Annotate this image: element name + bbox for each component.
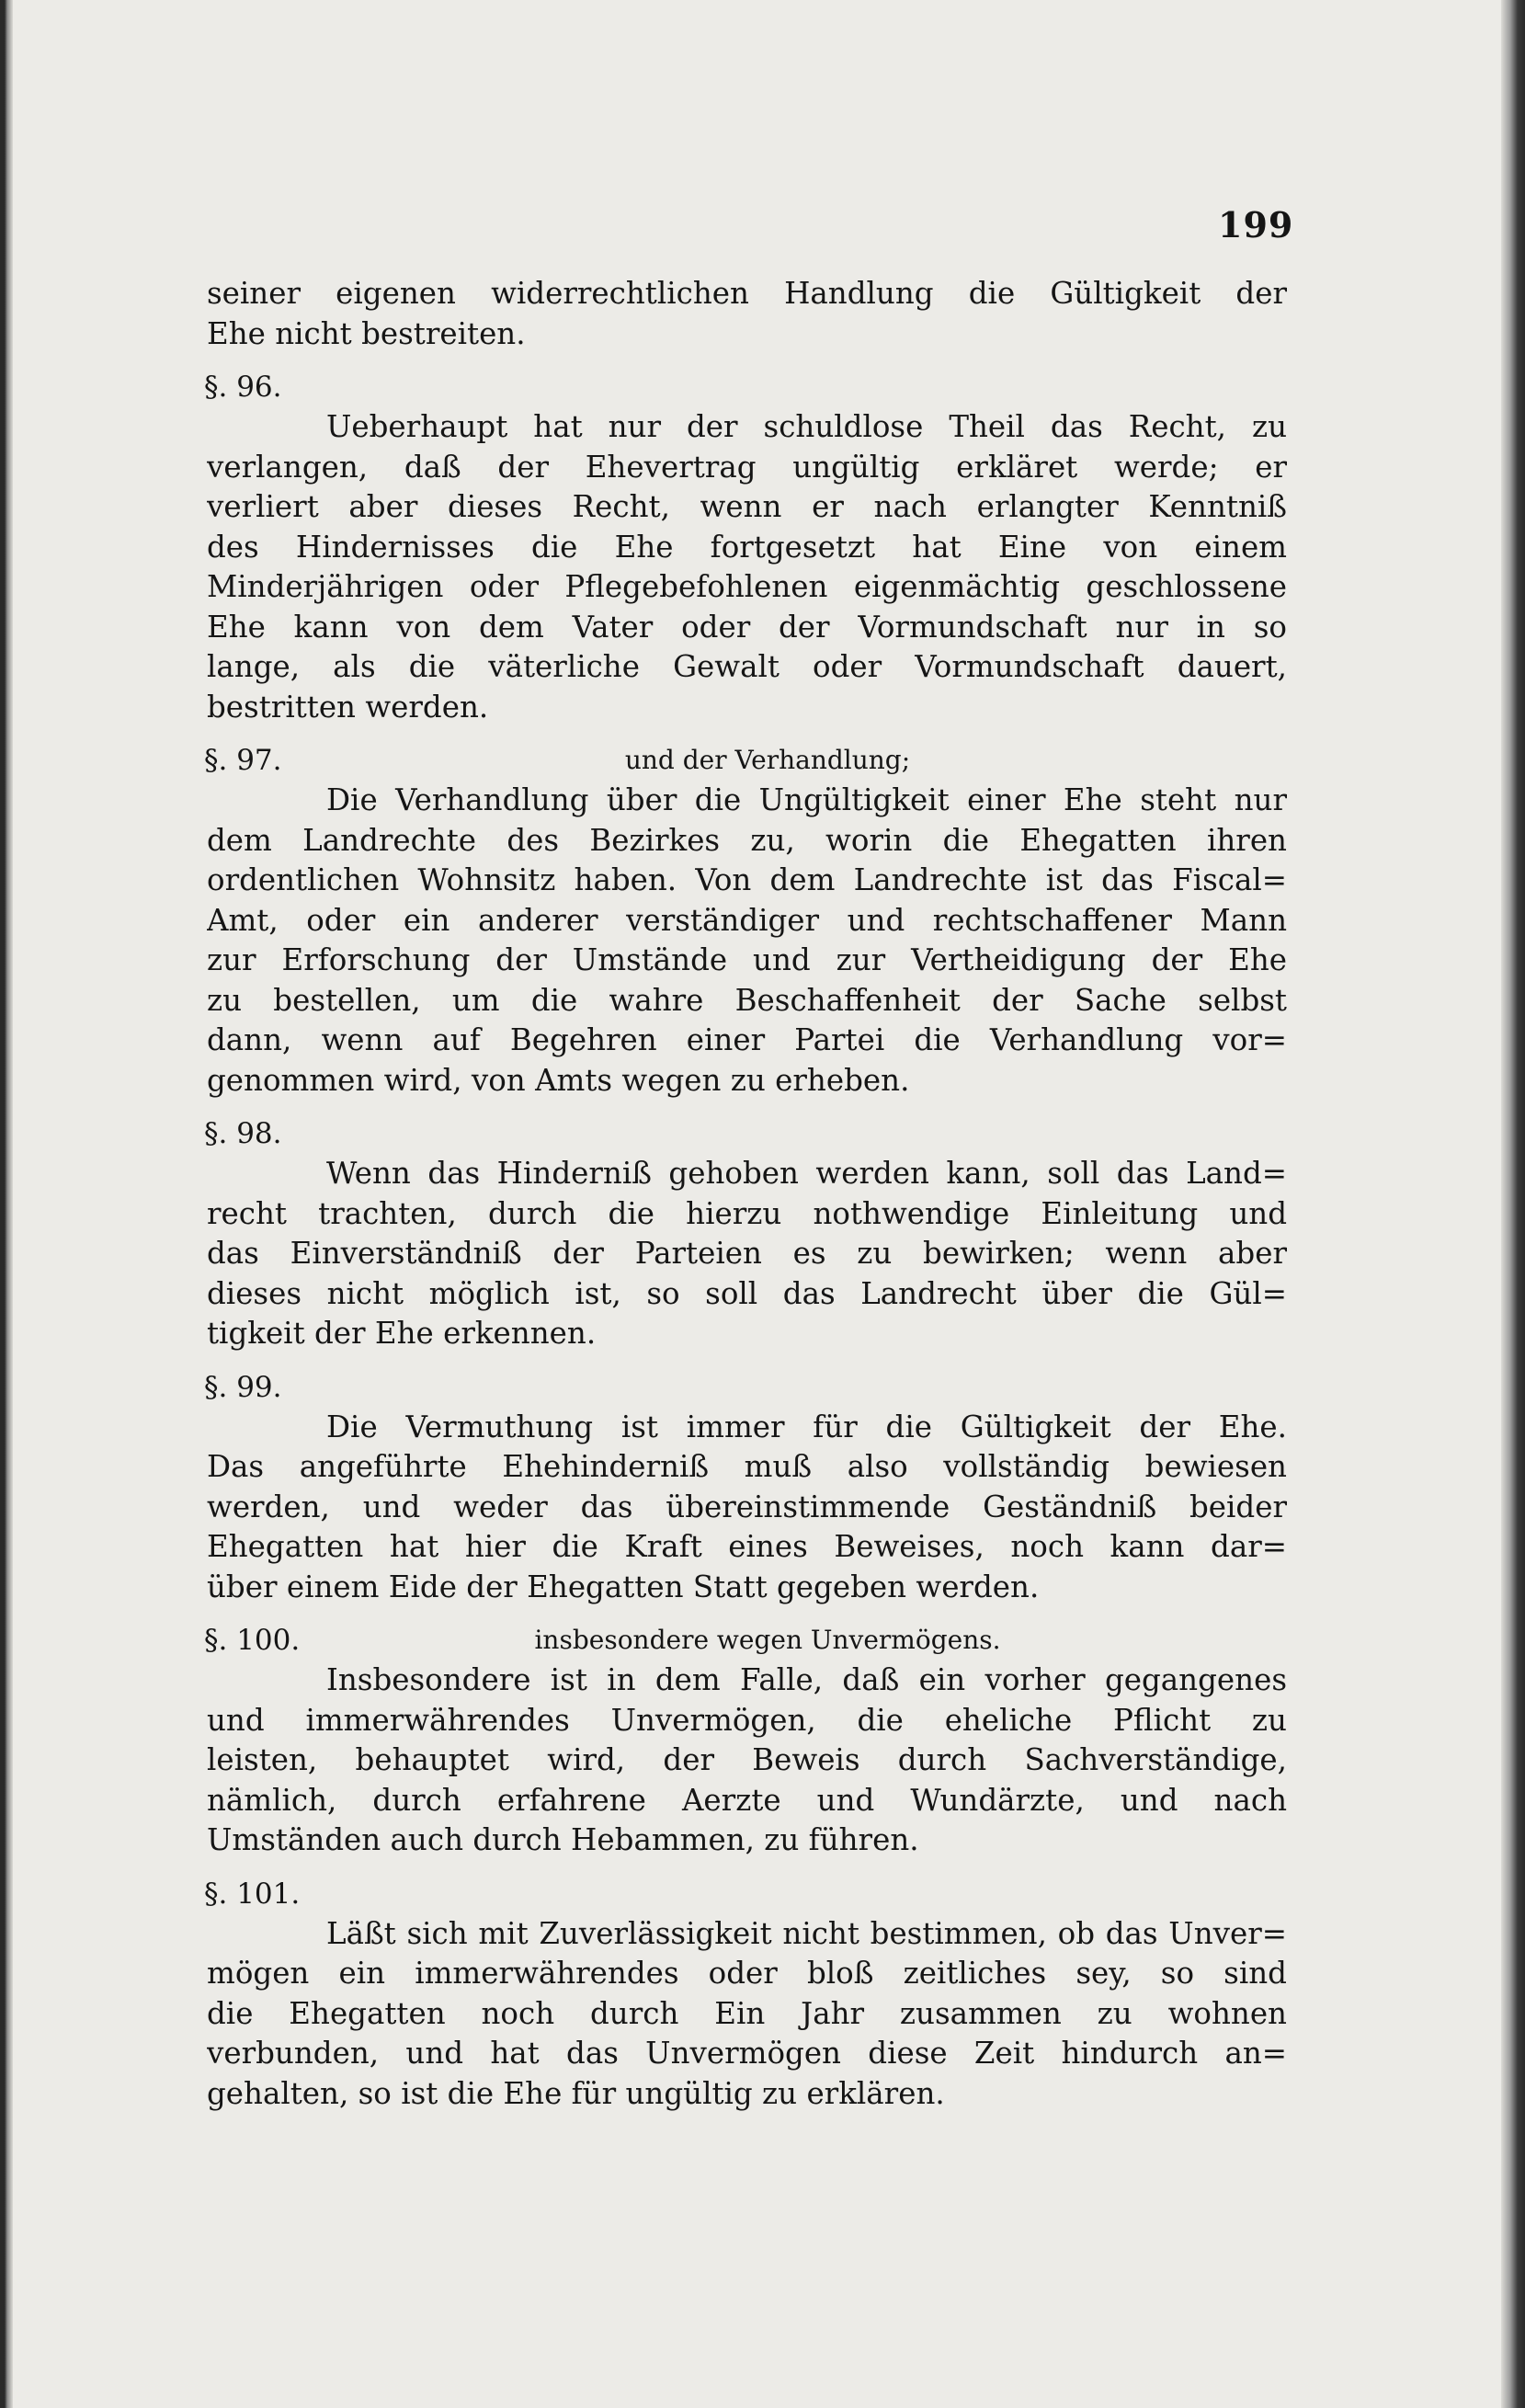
section-label: §. 98.: [204, 1117, 282, 1150]
text-line: die Ehegatten noch durch Ein Jahr zusammen zu wohnen: [207, 1995, 1287, 2031]
section-label: §. 96.: [204, 371, 282, 404]
text-line: über einem Eide der Ehegatten Statt gegeben werden.: [207, 1569, 1040, 1604]
section-heading: [204, 1620, 1287, 1660]
text-line: Umständen auch durch Hebammen, zu führen.: [207, 1822, 919, 1857]
text-line: und immerwährendes Unvermögen, die eheliche Pflicht zu: [207, 1702, 1287, 1738]
page-number: 199: [1218, 204, 1294, 245]
section-heading: [204, 1874, 1287, 1914]
text-line: das Einverständniß der Parteien es zu bewirken; wenn aber: [207, 1236, 1287, 1271]
text-line: dann, wenn auf Begehren einer Partei die Verhandlung vor=: [207, 1022, 1287, 1057]
text-line: dieses nicht möglich ist, so soll das Landrecht über die Gül=: [207, 1275, 1287, 1311]
text-line: Minderjährigen oder Pflegebefohlenen eigenmächtig geschlossene: [207, 569, 1287, 604]
text-line: Läßt sich mit Zuverlässigkeit nicht bestimmen, ob das Unver=: [326, 1915, 1287, 1951]
section-s100: [204, 1607, 1287, 1861]
text-line: leisten, behauptet wird, der Beweis durch Sachverständige,: [207, 1742, 1287, 1777]
section-label: §. 97.: [204, 744, 282, 777]
section-s97: [204, 727, 1287, 1101]
text-line: Ehegatten hat hier die Kraft eines Beweises, noch kann dar=: [207, 1529, 1287, 1564]
text-line: Wenn das Hinderniß gehoben werden kann, soll das Land=: [326, 1156, 1287, 1191]
margin-note: insbesondere wegen Unvermögens.: [534, 1625, 1001, 1655]
text-line: werden, und weder das übereinstimmende Geständniß beider: [207, 1489, 1287, 1524]
section-s96: [204, 354, 1287, 727]
text-line: verbunden, und hat das Unvermögen diese Zeit hindurch an=: [207, 2036, 1287, 2071]
text-line: mögen ein immerwährendes oder bloß zeitliches sey, so sind: [207, 1956, 1287, 1991]
text-line: bestritten werden.: [207, 689, 489, 725]
section-heading: [204, 1367, 1287, 1408]
text-line: verliert aber dieses Recht, wenn er nach erlangter Kenntniß: [207, 489, 1287, 524]
text-line: Amt, oder ein anderer verständiger und rechtschaffener Mann: [207, 902, 1287, 938]
section-label: §. 101.: [204, 1877, 301, 1911]
text-line: des Hindernisses die Ehe fortgesetzt hat Eine von einem: [207, 529, 1287, 565]
section-s101: [204, 1861, 1287, 2115]
margin-note: und der Verhandlung;: [624, 745, 911, 775]
text-line: recht trachten, durch die hierzu nothwendige Einleitung und: [207, 1195, 1287, 1231]
section-label: §. 99.: [204, 1370, 282, 1404]
text-line: Ueberhaupt hat nur der schuldlose Theil das Recht, zu: [326, 409, 1287, 444]
text-line: Insbesondere ist in dem Falle, daß ein vorher gegangenes: [326, 1662, 1287, 1697]
section-cont: [207, 274, 1287, 354]
text-line: zur Erforschung der Umstände und zur Vertheidigung der Ehe: [207, 942, 1287, 977]
text-line: ordentlichen Wohnsitz haben. Von dem Landrechte ist das Fiscal=: [207, 862, 1287, 897]
section-label: §. 100.: [204, 1624, 301, 1657]
page-edge-right: [1501, 0, 1525, 2408]
text-line: Das angeführte Ehehinderniß muß also vollständig bewiesen: [207, 1449, 1287, 1484]
text-line: zu bestellen, um die wahre Beschaffenheit der Sache selbst: [207, 982, 1287, 1018]
section-heading: [204, 740, 1287, 781]
text-line: tigkeit der Ehe erkennen.: [207, 1316, 597, 1351]
text-line: lange, als die väterliche Gewalt oder Vormundschaft dauert,: [207, 649, 1287, 684]
text-line: dem Landrechte des Bezirkes zu, worin die Ehegatten ihren: [207, 822, 1287, 858]
section-heading: [204, 367, 1287, 407]
text-line: seiner eigenen widerrechtlichen Handlung die Gültigkeit der: [207, 276, 1287, 311]
page-body: [204, 274, 1287, 2114]
text-line: nämlich, durch erfahrene Aerzte und Wundärzte, und nach: [207, 1782, 1287, 1818]
text-line: genommen wird, von Amts wegen zu erheben.: [207, 1062, 910, 1098]
text-line: Die Vermuthung ist immer für die Gültigkeit der Ehe.: [326, 1409, 1287, 1444]
page-edge-left: [0, 0, 13, 2408]
text-line: Ehe nicht bestreiten.: [207, 315, 526, 351]
text-line: Ehe kann von dem Vater oder der Vormundschaft nur in so: [207, 609, 1287, 645]
text-line: gehalten, so ist die Ehe für ungültig zu erklären.: [207, 2075, 945, 2111]
section-s99: [204, 1354, 1287, 1608]
text-line: Die Verhandlung über die Ungültigkeit einer Ehe steht nur: [326, 782, 1287, 817]
section-heading: [204, 1113, 1287, 1154]
section-s98: [204, 1101, 1287, 1354]
text-line: verlangen, daß der Ehevertrag ungültig erkläret werde; er: [207, 449, 1287, 485]
